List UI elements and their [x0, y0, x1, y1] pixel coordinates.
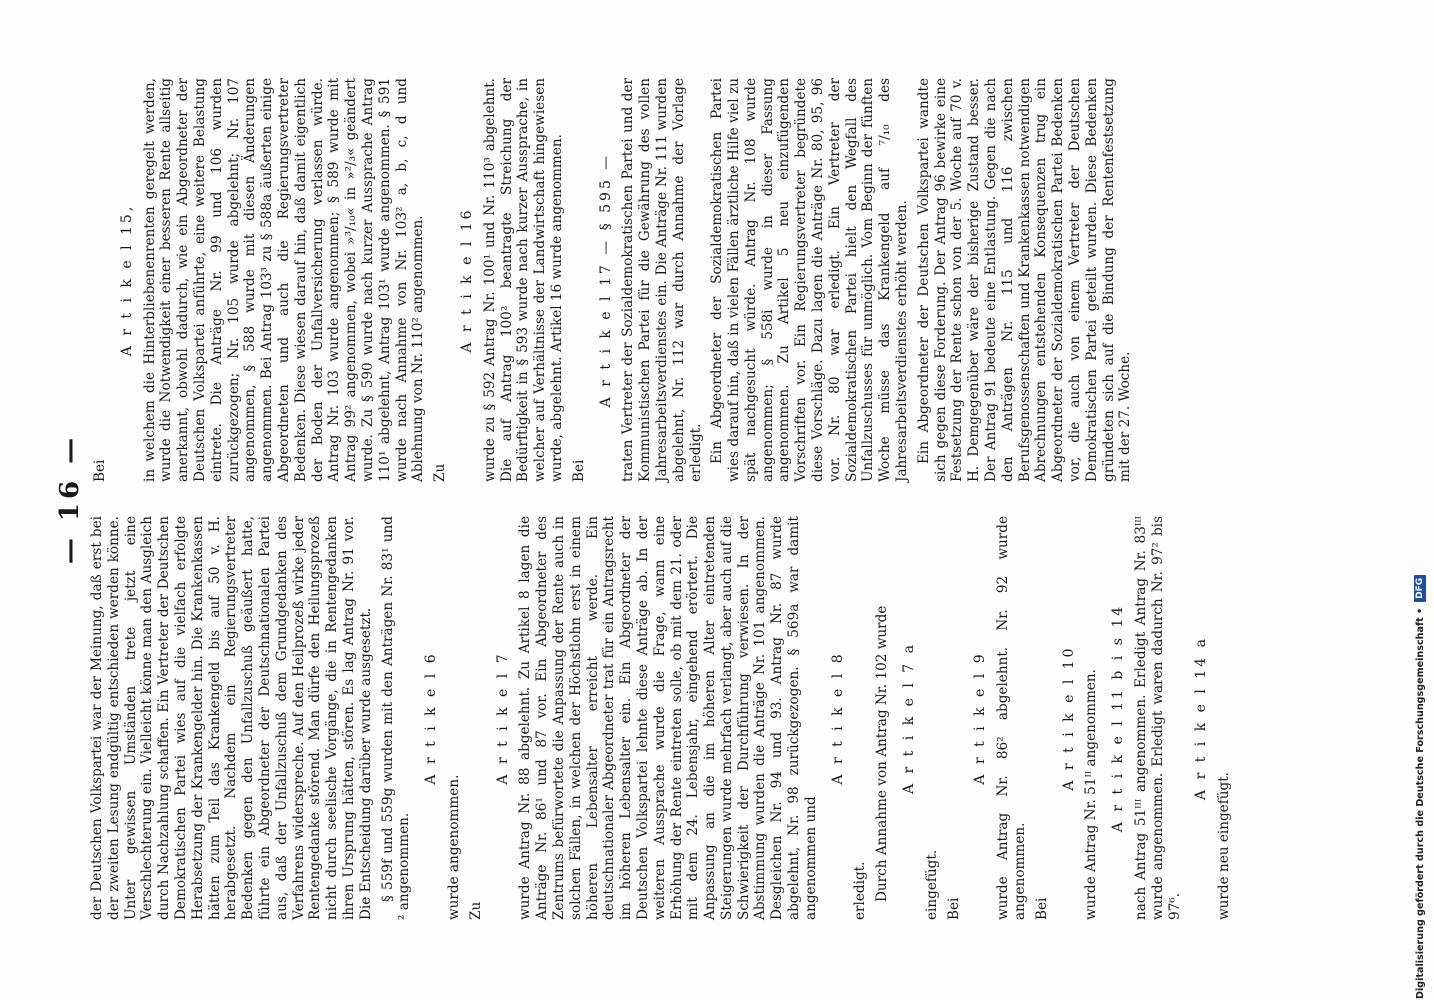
paragraph: Ein Abgeordneter der Deutschen Volkspartei wandte sich gegen diese Forderung. Der Antrag 96 bewirke eine Festsetzung der Rente schon von der 5. Woche auf 70 v. H. Demgegenüber wäre der bisherige Zustand besser. Der Antrag 91 bedeute eine Entlastung. Gegen die nach den Anträgen Nr. 115 und 116 zwischen Berufsgenossenschaften und Krankenkassen notwendigen Abrechnungen entstehenden Konsequenzen trug ein Abgeordneter der Sozialdemokratischen Partei Bedenken vor, die auch von einem Vertreter der Deutschen Demokratischen Partei geteilt wurden. Diese Bedenken gründeten sich auf die Bindung der Rentenfestsetzung mit der 27. Woche. — [915, 78, 1134, 482]
article-heading: A r t i k e l 17 — § 595 — — [597, 152, 614, 408]
article-heading: A r t i k e l 11 b i s 14 — [1110, 603, 1127, 833]
left-column — [89, 516, 1238, 920]
paragraph: nach Antrag 51ᴵᴵᴵ angenommen. Erledigt Antrag Nr. 83ᴵᴵᴵ wurde angenommen. Erledigt waren dadurch Nr. 97² bis 97⁶. — [1133, 516, 1183, 920]
paragraph: wurde angenommen. — [445, 774, 462, 920]
paragraph: § 559f und 559g wurden mit den Anträgen Nr. 83¹ und ² angenommen. — [379, 516, 413, 920]
paragraph: wurde Antrag Nr. 88 abgelehnt. Zu Artikel 8 lagen die Anträge Nr. 86¹ und 87 vor. Ein Abgeordneter des Zentrums befürwortete die Anpassung der Rente auch in solchen Fällen, in welchen der Höchstlohn erst in einem höheren Lebensalter erreicht werde. Ein deutschnationaler Abgeordneter trat für ein Antragsrecht im höheren Lebensalter ein. Ein Abgeordneter der Deutschen Volkspartei lehnte diese Anträge ab. In der weiteren Aussprache wurde die Frage, wann eine Erhöhung der Rente eintreten solle, ob mit dem 21. oder mit dem 24. Lebensjahr, eingehend erörtert. Die Anpassung an die im höheren Alter eintretenden Steigerungen wurde mehrfach verlangt, aber auch auf die Schwierigkeit der Durchführung verwiesen. In der Abstimmung wurden die Anträge Nr. 101 angenommen. Desgleichen Nr. 94 und 93. Antrag Nr. 87 wurde abgelehnt, Nr. 98 zurückgezogen. § 569a war damit angenommen und — [517, 516, 819, 920]
page-number: — 16 — — [55, 433, 85, 565]
paragraph: in welchem die Hinterbliebenenrenten geregelt werden, wurde die Notwendigkeit einer besseren Rente allseitig anerkannt, obwohl dadurch, wie ein Abgeordneter der Deutschen Volkspartei anführte, eine weitere Belastung eintrete. Die Anträge Nr. 99 und 106 wurden zurückgezogen; Nr. 105 wurde abgelehnt; Nr. 107 angenommen, § 588 wurde mit diesen Änderungen angenommen. Bei Antrag 103³ zu § 588a äußerten einige Abgeordneten und auch die Regierungsvertreter Bedenken. Diese wiesen darauf hin, daß damit eigentlich der Boden der Unfallversicherung verlassen würde. Antrag Nr. 103 wurde angenommen; § 589 wurde mit Antrag 99² angenommen, wobei »³/₁₀« in »²/₃« geändert wurde. Zu § 590 wurde nach kurzer Aussprache Antrag 110¹ abgelehnt, Antrag 103¹ wurde angenommen. § 591 wurde nach Annahme von Nr. 103² a, b, c, d und Ablehnung von Nr. 110² angenommen. — [141, 78, 427, 482]
paragraph: wurde neu eingefügt. — [1216, 772, 1233, 920]
paragraph: der Deutschen Volkspartei war der Meinung, daß erst bei der zweiten Lesung endgültig entschieden werden könne. Unter gewissen Umständen trete jetzt eine Verschlechterung ein. Vielleicht könne man den Ausgleich durch Nachzahlung schaffen. Ein Vertreter der Deutschen Demokratischen Partei wies auf die vielfach erfolgte Herabsetzung der Krankengelder hin. Die Krankenkassen hätten zum Teil das Krankengeld bis auf 50 v. H. herabgesetzt. Nachdem ein Regierungsvertreter Bedenken gegen den Unfallzuschuß geäußert hatte, führte ein Abgeordneter der Deutschnationalen Partei aus, daß der Unfallzuschuß dem Grundgedanken des Verfahrens widerspreche. Auf den Heilprozeß wirke jeder Rentengedanke störend. Man dürfe den Heilungsprozeß nicht durch seelische Vorgänge, die in Rentengedanken ihren Ursprung hätten, stören. Es lag Antrag Nr. 91 vor. Die Entscheidung darüber wurde ausgesetzt. — [89, 516, 374, 920]
paragraph: eingefügt. — [923, 849, 940, 920]
text-columns — [89, 78, 1238, 920]
paragraph: wurde zu § 592 Antrag Nr. 100¹ und Nr. 110³ abgelehnt. Die auf Antrag 100² beantragte Streichung der Bedürftigkeit in § 593 wurde nach kurzer Aussprache, in welcher auf Verhältnisse der Landwirtschaft hingewiesen wurde, abgelehnt. Artikel 16 wurde angenommen. — [481, 78, 565, 482]
article-heading: A r t i k e l 6 — [423, 651, 440, 785]
article-lead: Bei — [92, 459, 108, 482]
article-heading: A r t i k e l 7 — [494, 651, 511, 785]
paragraph: erledigt. — [852, 861, 869, 920]
dfg-logo-icon: DFG — [1414, 575, 1426, 602]
article-lead: Bei — [1033, 897, 1050, 920]
article-heading: A r t i k e l 7 a — [901, 642, 918, 795]
paragraph: Durch Annahme von Antrag Nr. 102 wurde — [874, 605, 891, 902]
watermark-text: Digitalisierung gefördert durch die Deutsche Forschungsgemeinschaft • — [1414, 607, 1426, 999]
paragraph: traten Vertreter der Sozialdemokratischen Partei und der Kommunistischen Partei für die Gewährung des vollen Jahresarbeitsverdienstes ein. Die Anträge Nr. 111 wurden abgelehnt, Nr. 112 war durch Annahme der Vorlage erledigt. — [620, 78, 704, 482]
right-column — [89, 78, 1238, 482]
rotated-page-content — [27, 50, 1407, 950]
paragraph: wurde Antrag Nr. 51ᴵᴵ angenommen. — [1083, 669, 1100, 920]
article-lead: Bei — [570, 459, 587, 482]
article-heading: A r t i k e l 16 — [458, 207, 475, 353]
article-lead: Zu — [432, 463, 449, 482]
digitization-watermark — [1404, 0, 1434, 1000]
article-lead: Zu — [467, 901, 484, 920]
article-heading: A r t i k e l 8 — [829, 651, 846, 785]
article-lead: Bei — [945, 897, 962, 920]
paragraph: Ein Abgeordneter der Sozialdemokratischen Partei wies darauf hin, daß in vielen Fällen ärztliche Hilfe viel zu spät nachgesucht würde. Antrag Nr. 108 wurde angenommen; § 558i wurde in dieser Fassung angenommen. Zu Artikel 5 neu einzufügenden Vorschriften vor. Ein Regierungsvertreter begründete diese Vorschläge. Dazu lagen die Anträge Nr. 80, 95, 96 vor. Nr. 80 war erledigt. Ein Vertreter der Sozialdemokratischen Partei hielt den Wegfall des Unfallzuschusses für unmöglich. Vom Beginn der fünften Woche müsse das Krankengeld auf ⁷/₁₀ des Jahresarbeitsverdienstes erhöht werden. — [709, 78, 911, 482]
article-heading: A r t i k e l 15, — [118, 203, 135, 357]
paragraph: wurde Antrag Nr. 86² abgelehnt. Nr. 92 wurde angenommen. — [995, 516, 1029, 920]
article-heading: A r t i k e l 14 a — [1193, 636, 1210, 800]
article-heading: A r t i k e l 10 — [1060, 645, 1077, 791]
article-heading: A r t i k e l 9 — [972, 651, 989, 785]
